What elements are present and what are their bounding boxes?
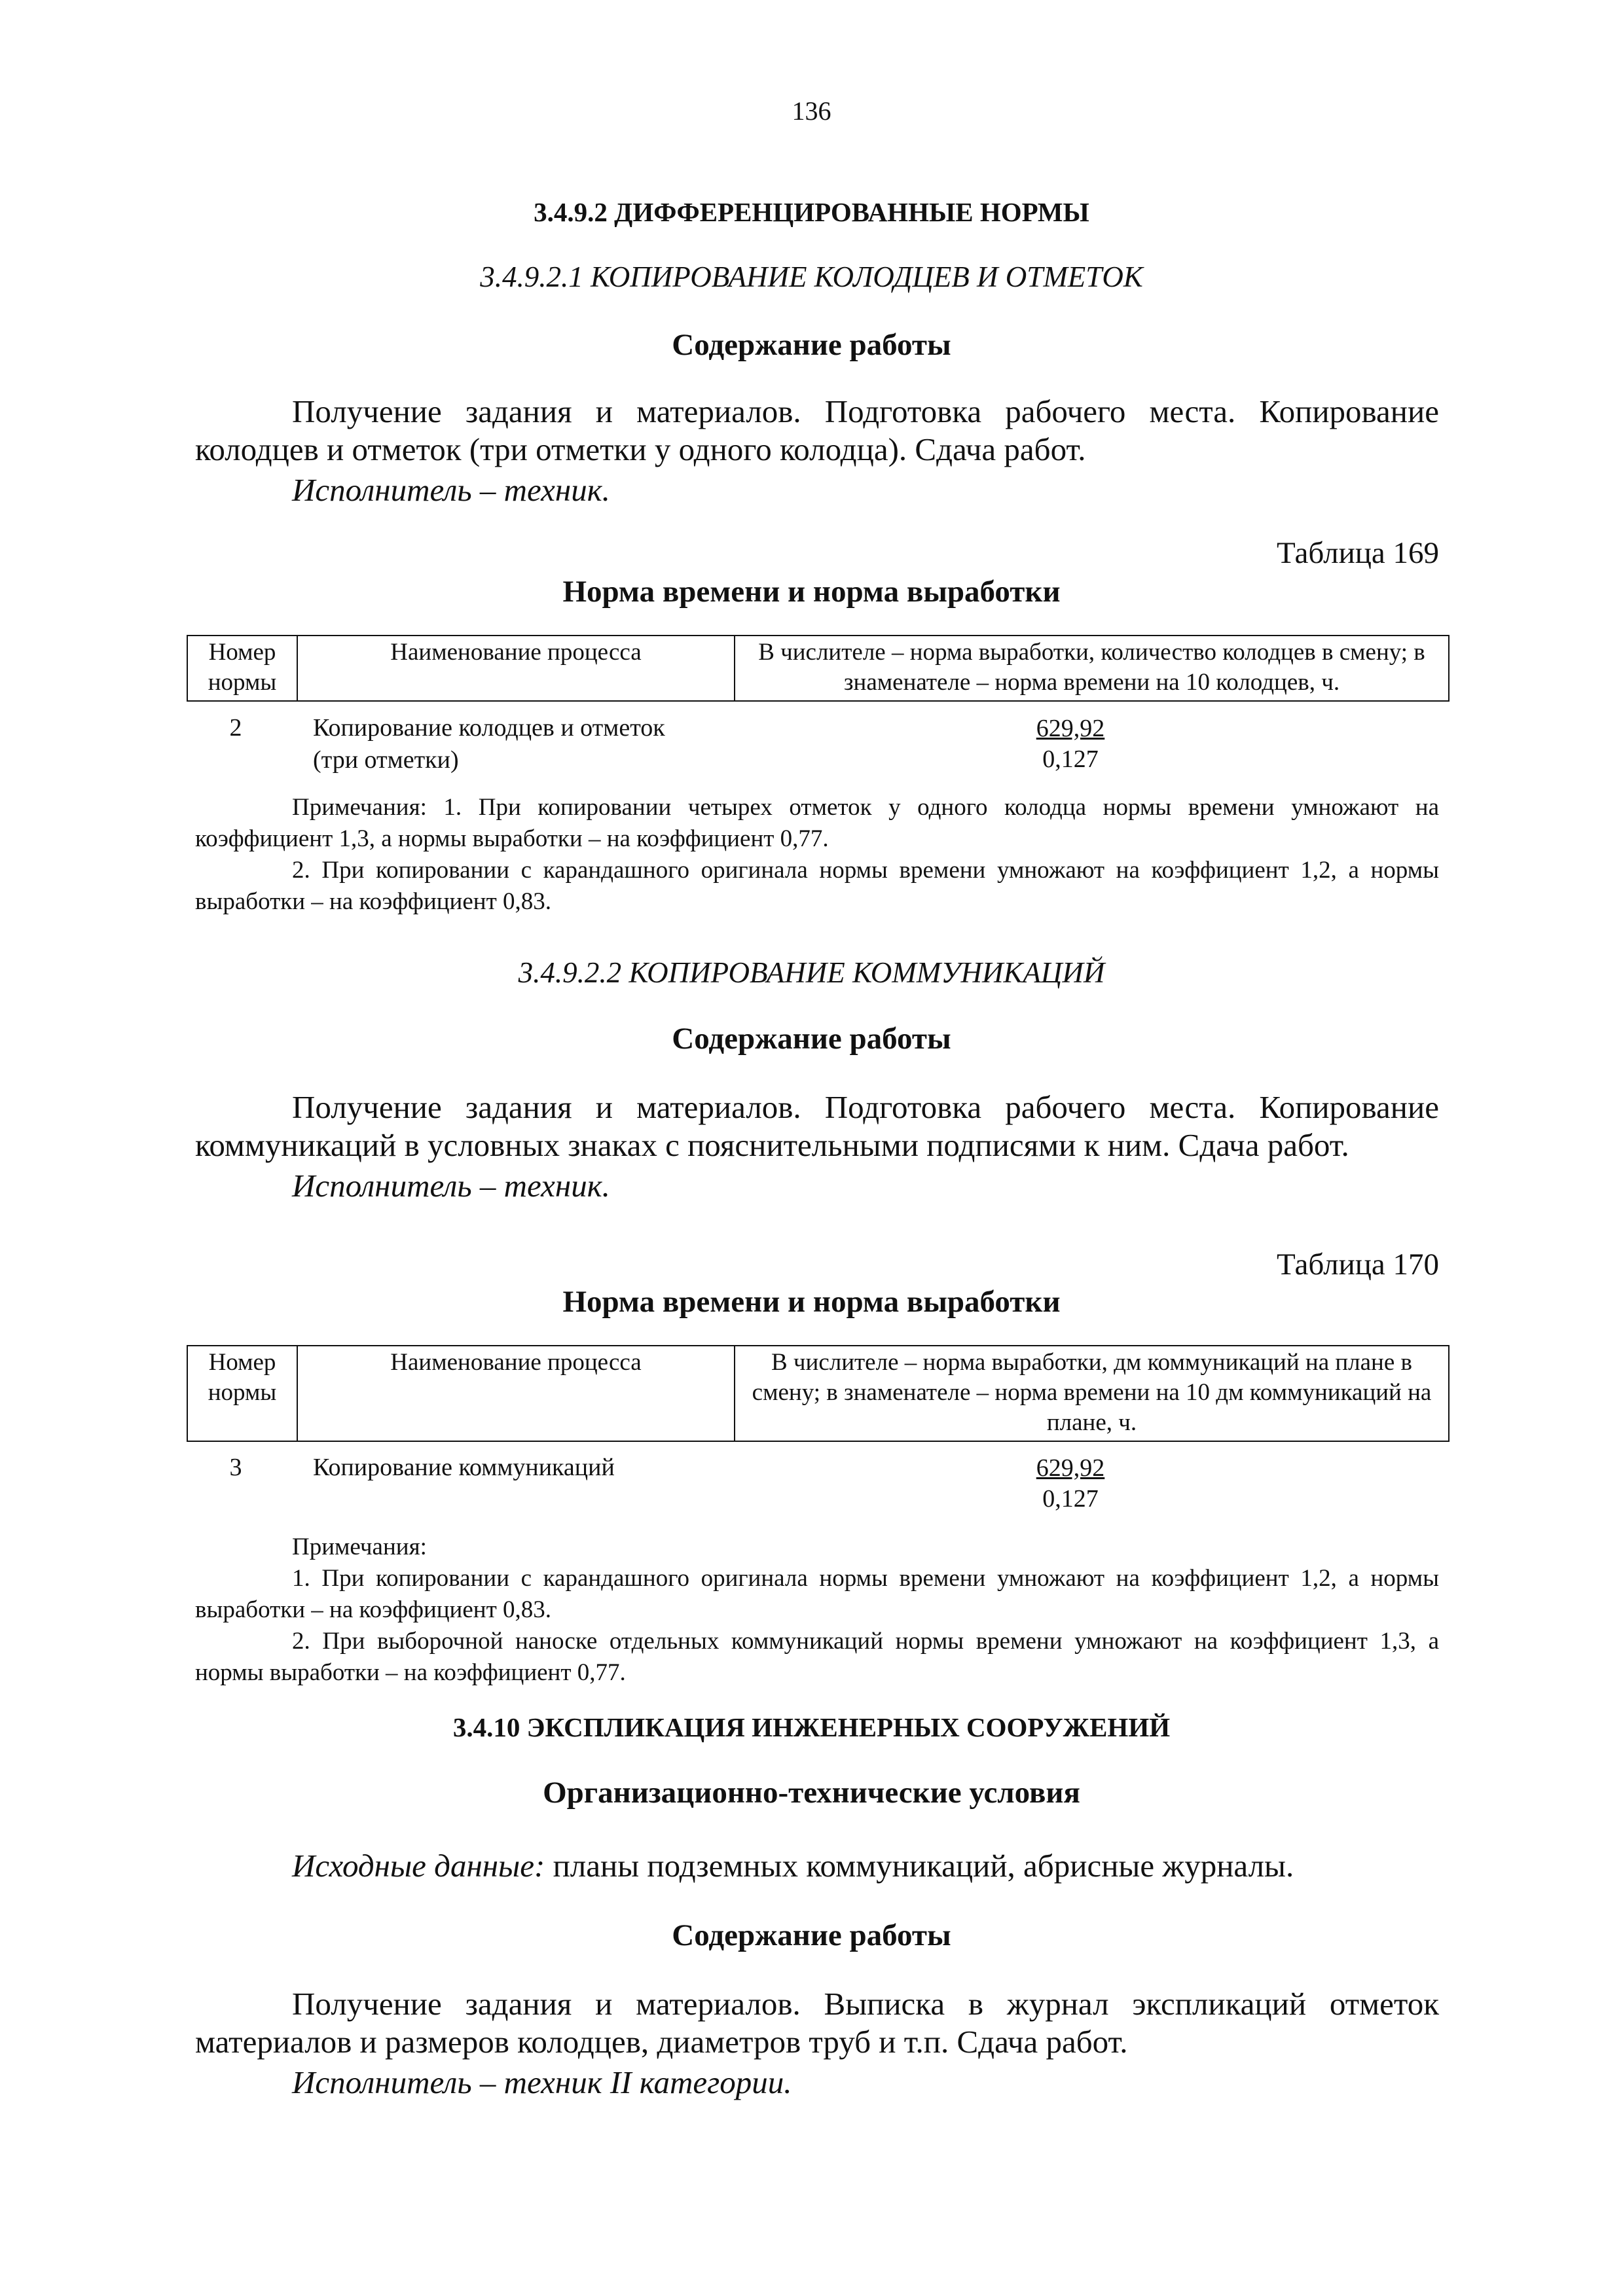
paragraph-line: коммуникаций в условных знаках с пояснительными подписями к ним. Сдача работ.: [195, 1127, 1349, 1163]
table-label: Таблица 169: [1276, 536, 1439, 570]
conditions-heading: Организационно-технические условия: [543, 1776, 1080, 1810]
notes-block: [195, 1532, 1439, 1689]
norm-numerator: 629,92: [1036, 1454, 1105, 1482]
content-heading: Содержание работы: [672, 1022, 951, 1056]
source-data-text: планы подземных коммуникаций, абрисные журналы.: [545, 1848, 1294, 1884]
content-heading: Содержание работы: [672, 328, 951, 362]
paragraph-line: колодцев и отметок (три отметки у одного колодца). Сдача работ.: [195, 431, 1086, 467]
note-1: Примечания: 1. При копировании четырех отметок у одного колодца нормы времени умножают на коэффициент 1,3, а нормы выработки – на коэффициент 0,77.: [195, 794, 1439, 852]
row-number: 2: [229, 714, 242, 742]
row-number: 3: [229, 1454, 242, 1481]
norm-fraction: [939, 1453, 1201, 1515]
table-header: [187, 1345, 1450, 1442]
table-title: Норма времени и норма выработки: [562, 1285, 1061, 1319]
subsection-title: 3.4.9.2.2 КОПИРОВАНИЕ КОММУНИКАЦИЙ: [518, 956, 1105, 989]
section-title: 3.4.9.2 ДИФФЕРЕНЦИРОВАННЫЕ НОРМЫ: [534, 197, 1089, 227]
norm-denominator: 0,127: [1042, 745, 1099, 773]
norm-numerator: 629,92: [1036, 715, 1105, 742]
paragraph-line: материалов и размеров колодцев, диаметров труб и т.п. Сдача работ.: [195, 2024, 1128, 2060]
paragraph-line: Получение задания и материалов. Подготовка рабочего места. Копирование: [292, 1089, 1439, 1125]
row-name-line: Копирование колодцев и отметок: [313, 714, 665, 742]
row-name-line: (три отметки): [313, 746, 459, 774]
section-title: 3.4.10 ЭКСПЛИКАЦИЯ ИНЖЕНЕРНЫХ СООРУЖЕНИЙ: [452, 1712, 1171, 1742]
norm-denominator: 0,127: [1042, 1485, 1099, 1513]
notes-heading: Примечания:: [292, 1534, 427, 1560]
header-cell-norm: В числителе – норма выработки, количество колодцев в смену; в знаменателе – норма времени на 10 колодцев, ч.: [735, 636, 1449, 701]
content-heading: Содержание работы: [672, 1918, 951, 1952]
table-label: Таблица 170: [1276, 1247, 1439, 1282]
source-data-line: [292, 1847, 1294, 1884]
row-name-line: Копирование коммуникаций: [313, 1454, 615, 1481]
header-cell-number: Номер нормы: [187, 1346, 297, 1441]
content-paragraph: [195, 1985, 1439, 2061]
row-process-name: [313, 1452, 771, 1484]
paragraph-line: Получение задания и материалов. Выписка в журнал экспликаций отметок: [292, 1986, 1439, 2022]
note-1: 1. При копировании с карандашного оригинала нормы времени умножают на коэффициент 1,2, а нормы выработки – на коэффициент 0,83.: [195, 1565, 1439, 1623]
table-header: [187, 635, 1450, 702]
header-cell-norm: В числителе – норма выработки, дм коммуникаций на плане в смену; в знаменателе – норма времени на 10 дм коммуникаций на плане, ч.: [735, 1346, 1449, 1441]
subsection-title: 3.4.9.2.1 КОПИРОВАНИЕ КОЛОДЦЕВ И ОТМЕТОК: [480, 260, 1143, 293]
content-paragraph: [195, 393, 1439, 469]
row-process-name: [313, 712, 771, 776]
notes-block: [195, 792, 1439, 918]
paragraph-line: Получение задания и материалов. Подготовка рабочего места. Копирование: [292, 393, 1439, 429]
note-2: 2. При выборочной наноске отдельных коммуникаций нормы времени умножают на коэффициент 1,3, а нормы выработки – на коэффициент 0,77.: [195, 1628, 1439, 1686]
content-paragraph: [195, 1088, 1439, 1164]
performer-line: Исполнитель – техник.: [292, 1168, 610, 1204]
header-cell-number: Номер нормы: [187, 636, 297, 701]
page-number: 136: [792, 96, 831, 126]
performer-line: Исполнитель – техник.: [292, 472, 610, 508]
header-cell-process: Наименование процесса: [297, 1346, 735, 1441]
source-data-label: Исходные данные:: [292, 1848, 545, 1884]
header-cell-process: Наименование процесса: [297, 636, 735, 701]
performer-line: Исполнитель – техник II категории.: [292, 2064, 792, 2100]
note-2: 2. При копировании с карандашного оригинала нормы времени умножают на коэффициент 1,2, а нормы выработки – на коэффициент 0,83.: [195, 857, 1439, 915]
table-title: Норма времени и норма выработки: [562, 575, 1061, 609]
norm-fraction: [939, 713, 1201, 775]
